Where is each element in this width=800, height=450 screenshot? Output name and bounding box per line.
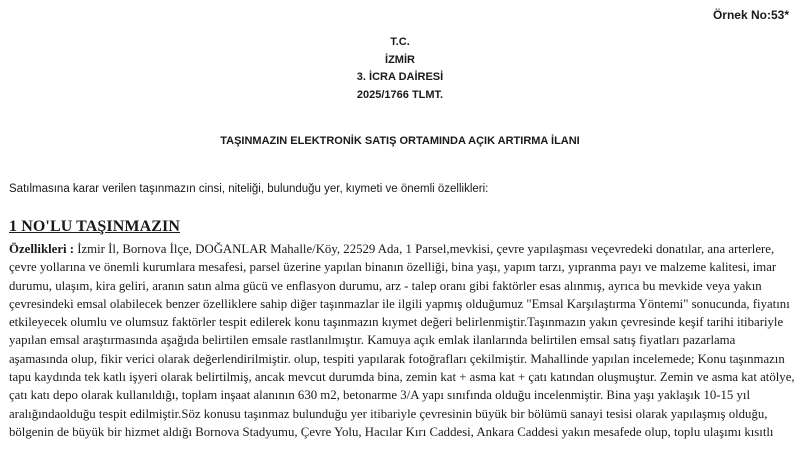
announcement-title: TAŞINMAZIN ELEKTRONİK SATIŞ ORTAMINDA AÇIK ARTIRMA İLANI — [220, 135, 580, 147]
property-heading: 1 NO'LU TAŞINMAZIN — [9, 218, 181, 235]
intro-text: Satılmasına karar verilen taşınmazın cinsi, niteliği, bulunduğu yer, kıymeti ve önemli özellikleri: — [9, 183, 489, 195]
sample-number: Örnek No:53* — [712, 8, 789, 22]
property-features — [9, 240, 795, 441]
header-office: 3. İCRA DAİRESİ — [356, 71, 444, 83]
document-header — [0, 34, 800, 104]
header-city: İZMİR — [385, 53, 415, 66]
features-label: Özellikleri : — [9, 242, 75, 256]
features-text: İzmir İl, Bornova İlçe, DOĞANLAR Mahalle/Köy, 22529 Ada, 1 Parsel,mevkisi, çevre yapılaşması veçevredeki donatılar, ana arterlere, çevre yollarına ve önemli kurumlara mesafesi, parsel üzerine yapılan binanın özelliği, bina yaşı, yapım tarzı, yıpranma payı ve malzeme kalitesi, imar durumu, ulaşım, kira geliri, aranın satın alma gücü ve enflasyon durumu, arz - talep oranı gibi faktörler esas alınmış, ayrıca bu mevkide veya yakın çevresindeki emsal olabilecek benzer özelliklere sahip diğer taşınmazlar ile ilgili yapmış olduğumuz "Emsal Karşılaştırma Yöntemi" sonucunda, fiyatını etkileyecek olumlu ve olumsuz faktörler tespit edilerek konu taşınmazın kıymet değeri belirlenmiştir.Taşınmazın yakın çevresinde keşif tarihi itibariyle yapılan emsal araştırmasında aşağıda belirtilen emsale rastlanılmıştır. Kamuya açık emlak ilanlarında belirtilen emsal satış fiyatları pazarlama aşamasında olup, fikir verici olarak değerlendirilmiştir. olup, tespiti yapılarak fotoğrafları çekilmiştir. Mahallinde yapılan incelemede; Konu taşınmazın tapu kaydında tek katlı işyeri olarak belirtilmiş, ancak mevcut durumda bina, zemin kat + asma kat + çatı katından oluşmuştur. Zemin ve asma kat atölye, çatı katı depo olarak kullanıldığı, toplam inşaat alanının 630 m2, betonarme 3/A yapı sınıfında olduğu incelenmiştir. Bina yaşı yaklaşık 10-15 yıl aralığındaolduğu tespit edilmiştir.Söz konusu taşınmaz bulunduğu yer itibariyle çevresinin büyük bir bölümü sanayi tesisi olarak yapılaşmış olduğu, bölgenin de büyük bir hizmet aldığı Bornova Stadyumu, Çevre Yolu, Hacılar Kırı Caddesi, Ankara Caddesi yakın mesafede olup, toplu ulaşımı kısıtlı — [9, 242, 795, 439]
header-country: T.C. — [390, 36, 410, 48]
header-file-number: 2025/1766 TLMT. — [356, 88, 444, 101]
